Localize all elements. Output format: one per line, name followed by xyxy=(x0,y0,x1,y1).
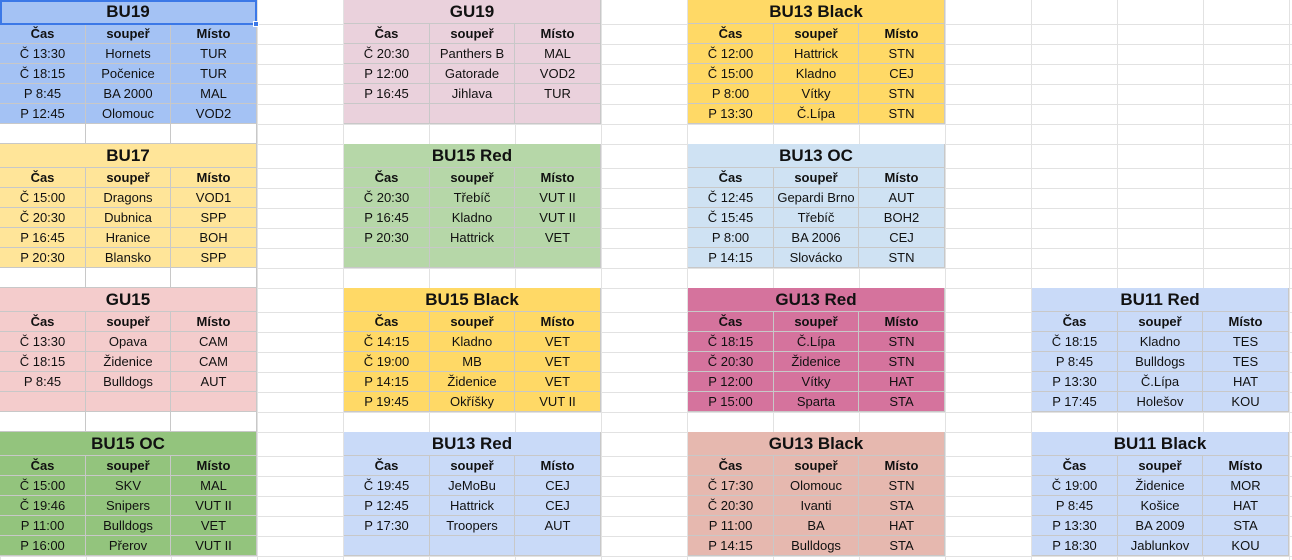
match-time-cell[interactable]: Č 15:00 xyxy=(0,476,86,496)
match-time-cell[interactable]: Č 19:00 xyxy=(344,352,430,372)
match-time-cell[interactable]: P 20:30 xyxy=(344,228,430,248)
opponent-cell[interactable]: Bulldogs xyxy=(774,536,859,556)
venue-cell[interactable]: STN xyxy=(859,84,945,104)
venue-cell[interactable]: VUT II xyxy=(171,496,257,516)
match-time-cell[interactable]: Č 13:30 xyxy=(0,332,86,352)
table-title[interactable]: BU13 OC xyxy=(688,144,945,168)
match-time-cell[interactable]: Č 20:30 xyxy=(688,496,774,516)
venue-cell[interactable]: VET xyxy=(515,332,601,352)
opponent-cell[interactable] xyxy=(430,536,515,556)
match-time-cell[interactable] xyxy=(0,412,86,432)
match-time-cell[interactable]: Č 15:45 xyxy=(688,208,774,228)
column-header-time[interactable]: Čas xyxy=(344,312,430,332)
venue-cell[interactable]: VOD2 xyxy=(171,104,257,124)
opponent-cell[interactable]: JeMoBu xyxy=(430,476,515,496)
venue-cell[interactable]: CEJ xyxy=(859,64,945,84)
venue-cell[interactable]: CAM xyxy=(171,352,257,372)
venue-cell[interactable]: TUR xyxy=(171,44,257,64)
venue-cell[interactable]: VOD2 xyxy=(515,64,601,84)
opponent-cell[interactable]: Dubnica xyxy=(86,208,171,228)
column-header-opponent[interactable]: soupeř xyxy=(430,456,515,476)
venue-cell[interactable] xyxy=(515,248,601,268)
match-time-cell[interactable]: P 8:45 xyxy=(0,372,86,392)
venue-cell[interactable]: SPP xyxy=(171,248,257,268)
column-header-venue[interactable]: Místo xyxy=(1203,312,1289,332)
opponent-cell[interactable]: Panthers B xyxy=(430,44,515,64)
match-time-cell[interactable]: P 8:45 xyxy=(1032,496,1118,516)
match-time-cell[interactable]: P 11:00 xyxy=(688,516,774,536)
opponent-cell[interactable]: Č.Lípa xyxy=(774,104,859,124)
column-header-opponent[interactable]: soupeř xyxy=(1118,456,1203,476)
column-header-opponent[interactable]: soupeř xyxy=(86,312,171,332)
match-time-cell[interactable]: P 8:45 xyxy=(1032,352,1118,372)
table-title[interactable]: GU13 Red xyxy=(688,288,945,312)
match-time-cell[interactable]: Č 15:00 xyxy=(0,188,86,208)
opponent-cell[interactable]: Dragons xyxy=(86,188,171,208)
opponent-cell[interactable]: Bulldogs xyxy=(86,516,171,536)
opponent-cell[interactable]: Olomouc xyxy=(86,104,171,124)
match-time-cell[interactable]: P 14:15 xyxy=(344,372,430,392)
column-header-venue[interactable]: Místo xyxy=(859,312,945,332)
opponent-cell[interactable]: SKV xyxy=(86,476,171,496)
table-title[interactable]: BU19 xyxy=(0,0,257,24)
table-title[interactable]: GU13 Black xyxy=(688,432,945,456)
table-title[interactable]: BU15 Black xyxy=(344,288,601,312)
column-header-time[interactable]: Čas xyxy=(0,312,86,332)
opponent-cell[interactable]: Ivanti xyxy=(774,496,859,516)
venue-cell[interactable]: STN xyxy=(859,476,945,496)
match-time-cell[interactable]: Č 20:30 xyxy=(0,208,86,228)
match-time-cell[interactable]: Č 12:00 xyxy=(688,44,774,64)
column-header-venue[interactable]: Místo xyxy=(171,24,257,44)
table-title[interactable]: BU15 OC xyxy=(0,432,257,456)
table-title[interactable]: BU13 Black xyxy=(688,0,945,24)
venue-cell[interactable]: TES xyxy=(1203,352,1289,372)
venue-cell[interactable]: HAT xyxy=(1203,372,1289,392)
opponent-cell[interactable]: MB xyxy=(430,352,515,372)
venue-cell[interactable]: MAL xyxy=(171,476,257,496)
venue-cell[interactable]: STA xyxy=(859,392,945,412)
match-time-cell[interactable]: P 12:00 xyxy=(344,64,430,84)
match-time-cell[interactable]: Č 18:15 xyxy=(0,352,86,372)
venue-cell[interactable]: KOU xyxy=(1203,392,1289,412)
column-header-time[interactable]: Čas xyxy=(344,24,430,44)
match-time-cell[interactable]: Č 14:15 xyxy=(344,332,430,352)
venue-cell[interactable]: CAM xyxy=(171,332,257,352)
opponent-cell[interactable]: BA 2006 xyxy=(774,228,859,248)
column-header-opponent[interactable]: soupeř xyxy=(86,168,171,188)
match-time-cell[interactable]: P 19:45 xyxy=(344,392,430,412)
opponent-cell[interactable]: Č.Lípa xyxy=(774,332,859,352)
venue-cell[interactable] xyxy=(171,268,257,288)
match-time-cell[interactable]: P 12:45 xyxy=(344,496,430,516)
match-time-cell[interactable]: Č 18:15 xyxy=(688,332,774,352)
venue-cell[interactable]: HAT xyxy=(1203,496,1289,516)
opponent-cell[interactable] xyxy=(86,392,171,412)
table-title[interactable]: BU11 Red xyxy=(1032,288,1289,312)
opponent-cell[interactable]: Hattrick xyxy=(430,228,515,248)
opponent-cell[interactable]: Bulldogs xyxy=(1118,352,1203,372)
opponent-cell[interactable]: Okříšky xyxy=(430,392,515,412)
grid-row-line xyxy=(0,556,1292,557)
column-header-venue[interactable]: Místo xyxy=(515,168,601,188)
column-header-time[interactable]: Čas xyxy=(1032,456,1118,476)
match-time-cell[interactable]: P 8:00 xyxy=(688,84,774,104)
opponent-cell[interactable]: Gatorade xyxy=(430,64,515,84)
opponent-cell[interactable]: Opava xyxy=(86,332,171,352)
venue-cell[interactable]: AUT xyxy=(515,516,601,536)
match-time-cell[interactable]: P 12:00 xyxy=(688,372,774,392)
opponent-cell[interactable]: Troopers xyxy=(430,516,515,536)
opponent-cell[interactable] xyxy=(86,124,171,144)
match-time-cell[interactable] xyxy=(344,248,430,268)
column-header-time[interactable]: Čas xyxy=(688,312,774,332)
match-time-cell[interactable] xyxy=(344,104,430,124)
opponent-cell[interactable] xyxy=(430,104,515,124)
opponent-cell[interactable]: Třebíč xyxy=(430,188,515,208)
match-time-cell[interactable]: P 17:45 xyxy=(1032,392,1118,412)
venue-cell[interactable]: VOD1 xyxy=(171,188,257,208)
match-time-cell[interactable]: Č 19:45 xyxy=(344,476,430,496)
venue-cell[interactable] xyxy=(171,392,257,412)
column-header-time[interactable]: Čas xyxy=(0,24,86,44)
column-header-opponent[interactable]: soupeř xyxy=(774,24,859,44)
opponent-cell[interactable]: Kladno xyxy=(774,64,859,84)
match-time-cell[interactable]: Č 19:46 xyxy=(0,496,86,516)
venue-cell[interactable]: MOR xyxy=(1203,476,1289,496)
column-header-opponent[interactable]: soupeř xyxy=(430,168,515,188)
venue-cell[interactable]: TES xyxy=(1203,332,1289,352)
match-time-cell[interactable]: P 14:15 xyxy=(688,248,774,268)
match-time-cell[interactable]: Č 18:15 xyxy=(1032,332,1118,352)
match-time-cell[interactable] xyxy=(0,268,86,288)
venue-cell[interactable]: TUR xyxy=(515,84,601,104)
opponent-cell[interactable]: Č.Lípa xyxy=(1118,372,1203,392)
column-header-time[interactable]: Čas xyxy=(0,456,86,476)
match-time-cell[interactable]: P 12:45 xyxy=(0,104,86,124)
venue-cell[interactable]: VET xyxy=(171,516,257,536)
column-header-opponent[interactable]: soupeř xyxy=(430,24,515,44)
opponent-cell[interactable]: Sparta xyxy=(774,392,859,412)
venue-cell[interactable]: STA xyxy=(859,536,945,556)
match-time-cell[interactable]: P 15:00 xyxy=(688,392,774,412)
venue-cell[interactable]: CEJ xyxy=(515,496,601,516)
opponent-cell[interactable] xyxy=(86,268,171,288)
opponent-cell[interactable] xyxy=(86,412,171,432)
match-time-cell[interactable]: P 16:45 xyxy=(344,208,430,228)
venue-cell[interactable]: STA xyxy=(1203,516,1289,536)
opponent-cell[interactable]: Vítky xyxy=(774,84,859,104)
match-time-cell[interactable]: Č 19:00 xyxy=(1032,476,1118,496)
opponent-cell[interactable]: Třebíč xyxy=(774,208,859,228)
opponent-cell[interactable]: Košice xyxy=(1118,496,1203,516)
venue-cell[interactable] xyxy=(171,124,257,144)
column-header-venue[interactable]: Místo xyxy=(1203,456,1289,476)
column-header-venue[interactable]: Místo xyxy=(515,24,601,44)
opponent-cell[interactable]: Snipers xyxy=(86,496,171,516)
match-time-cell[interactable] xyxy=(344,536,430,556)
column-header-time[interactable]: Čas xyxy=(688,456,774,476)
column-header-opponent[interactable]: soupeř xyxy=(774,312,859,332)
match-time-cell[interactable]: P 14:15 xyxy=(688,536,774,556)
match-time-cell[interactable]: Č 17:30 xyxy=(688,476,774,496)
column-header-time[interactable]: Čas xyxy=(688,24,774,44)
venue-cell[interactable]: AUT xyxy=(171,372,257,392)
match-time-cell[interactable]: Č 15:00 xyxy=(688,64,774,84)
venue-cell[interactable]: SPP xyxy=(171,208,257,228)
venue-cell[interactable]: AUT xyxy=(859,188,945,208)
column-header-time[interactable]: Čas xyxy=(344,168,430,188)
venue-cell[interactable]: STA xyxy=(859,496,945,516)
table-title[interactable]: GU15 xyxy=(0,288,257,312)
opponent-cell[interactable]: Židenice xyxy=(774,352,859,372)
opponent-cell[interactable]: Vítky xyxy=(774,372,859,392)
column-header-opponent[interactable]: soupeř xyxy=(430,312,515,332)
match-time-cell[interactable]: Č 20:30 xyxy=(688,352,774,372)
column-header-venue[interactable]: Místo xyxy=(859,168,945,188)
match-time-cell[interactable]: P 8:00 xyxy=(688,228,774,248)
venue-cell[interactable]: MAL xyxy=(171,84,257,104)
match-time-cell[interactable]: Č 18:15 xyxy=(0,64,86,84)
match-time-cell[interactable]: Č 13:30 xyxy=(0,44,86,64)
venue-cell[interactable]: VET xyxy=(515,352,601,372)
column-header-opponent[interactable]: soupeř xyxy=(86,24,171,44)
column-header-venue[interactable]: Místo xyxy=(171,456,257,476)
venue-cell[interactable]: STN xyxy=(859,332,945,352)
opponent-cell[interactable]: Slovácko xyxy=(774,248,859,268)
match-time-cell[interactable]: P 18:30 xyxy=(1032,536,1118,556)
column-header-venue[interactable]: Místo xyxy=(515,312,601,332)
opponent-cell[interactable]: Kladno xyxy=(430,208,515,228)
opponent-cell[interactable]: Židenice xyxy=(86,352,171,372)
venue-cell[interactable]: BOH2 xyxy=(859,208,945,228)
match-time-cell[interactable]: P 16:45 xyxy=(344,84,430,104)
column-header-venue[interactable]: Místo xyxy=(859,456,945,476)
opponent-cell[interactable]: Hornets xyxy=(86,44,171,64)
venue-cell[interactable]: STN xyxy=(859,248,945,268)
match-time-cell[interactable]: P 16:45 xyxy=(0,228,86,248)
column-header-venue[interactable]: Místo xyxy=(171,312,257,332)
match-time-cell[interactable]: Č 20:30 xyxy=(344,188,430,208)
venue-cell[interactable]: STN xyxy=(859,352,945,372)
venue-cell[interactable]: HAT xyxy=(859,372,945,392)
venue-cell[interactable]: VUT II xyxy=(515,188,601,208)
venue-cell[interactable]: KOU xyxy=(1203,536,1289,556)
venue-cell[interactable]: VUT II xyxy=(515,208,601,228)
column-header-time[interactable]: Čas xyxy=(0,168,86,188)
table-title[interactable]: BU17 xyxy=(0,144,257,168)
opponent-cell[interactable]: Kladno xyxy=(1118,332,1203,352)
opponent-cell[interactable]: Gepardi Brno xyxy=(774,188,859,208)
match-time-cell[interactable]: P 13:30 xyxy=(1032,516,1118,536)
venue-cell[interactable]: MAL xyxy=(515,44,601,64)
opponent-cell[interactable]: Jihlava xyxy=(430,84,515,104)
venue-cell[interactable] xyxy=(515,104,601,124)
column-header-venue[interactable]: Místo xyxy=(171,168,257,188)
opponent-cell[interactable]: Židenice xyxy=(1118,476,1203,496)
opponent-cell[interactable]: Holešov xyxy=(1118,392,1203,412)
opponent-cell[interactable]: Bulldogs xyxy=(86,372,171,392)
opponent-cell[interactable]: Židenice xyxy=(430,372,515,392)
venue-cell[interactable]: BOH xyxy=(171,228,257,248)
opponent-cell[interactable]: Počenice xyxy=(86,64,171,84)
venue-cell[interactable]: CEJ xyxy=(859,228,945,248)
fill-handle[interactable] xyxy=(253,21,259,27)
column-header-opponent[interactable]: soupeř xyxy=(86,456,171,476)
venue-cell[interactable]: VET xyxy=(515,372,601,392)
match-time-cell[interactable]: P 8:45 xyxy=(0,84,86,104)
match-time-cell[interactable]: P 13:30 xyxy=(688,104,774,124)
table-title[interactable]: BU15 Red xyxy=(344,144,601,168)
match-time-cell[interactable] xyxy=(0,124,86,144)
opponent-cell[interactable]: Blansko xyxy=(86,248,171,268)
match-time-cell[interactable]: P 20:30 xyxy=(0,248,86,268)
match-time-cell[interactable] xyxy=(0,392,86,412)
opponent-cell[interactable]: Hattrick xyxy=(774,44,859,64)
opponent-cell[interactable]: BA 2000 xyxy=(86,84,171,104)
opponent-cell[interactable]: BA xyxy=(774,516,859,536)
table-title[interactable]: GU19 xyxy=(344,0,601,24)
opponent-cell[interactable]: Hattrick xyxy=(430,496,515,516)
venue-cell[interactable]: HAT xyxy=(859,516,945,536)
venue-cell[interactable] xyxy=(515,536,601,556)
column-header-opponent[interactable]: soupeř xyxy=(774,456,859,476)
column-header-venue[interactable]: Místo xyxy=(859,24,945,44)
column-header-opponent[interactable]: soupeř xyxy=(1118,312,1203,332)
opponent-cell[interactable]: Přerov xyxy=(86,536,171,556)
venue-cell[interactable]: VUT II xyxy=(171,536,257,556)
column-header-venue[interactable]: Místo xyxy=(515,456,601,476)
venue-cell[interactable]: CEJ xyxy=(515,476,601,496)
venue-cell[interactable]: TUR xyxy=(171,64,257,84)
opponent-cell[interactable] xyxy=(430,248,515,268)
opponent-cell[interactable]: Jablunkov xyxy=(1118,536,1203,556)
venue-cell[interactable]: VUT II xyxy=(515,392,601,412)
column-header-opponent[interactable]: soupeř xyxy=(774,168,859,188)
match-time-cell[interactable]: P 16:00 xyxy=(0,536,86,556)
opponent-cell[interactable]: Hranice xyxy=(86,228,171,248)
opponent-cell[interactable]: BA 2009 xyxy=(1118,516,1203,536)
match-time-cell[interactable]: Č 12:45 xyxy=(688,188,774,208)
venue-cell[interactable]: STN xyxy=(859,104,945,124)
venue-cell[interactable] xyxy=(171,412,257,432)
match-time-cell[interactable]: P 11:00 xyxy=(0,516,86,536)
opponent-cell[interactable]: Olomouc xyxy=(774,476,859,496)
match-time-cell[interactable]: P 17:30 xyxy=(344,516,430,536)
match-time-cell[interactable]: Č 20:30 xyxy=(344,44,430,64)
table-title[interactable]: BU11 Black xyxy=(1032,432,1289,456)
opponent-cell[interactable]: Kladno xyxy=(430,332,515,352)
match-time-cell[interactable]: P 13:30 xyxy=(1032,372,1118,392)
column-header-time[interactable]: Čas xyxy=(688,168,774,188)
column-header-time[interactable]: Čas xyxy=(1032,312,1118,332)
table-title[interactable]: BU13 Red xyxy=(344,432,601,456)
venue-cell[interactable]: VET xyxy=(515,228,601,248)
venue-cell[interactable]: STN xyxy=(859,44,945,64)
column-header-time[interactable]: Čas xyxy=(344,456,430,476)
